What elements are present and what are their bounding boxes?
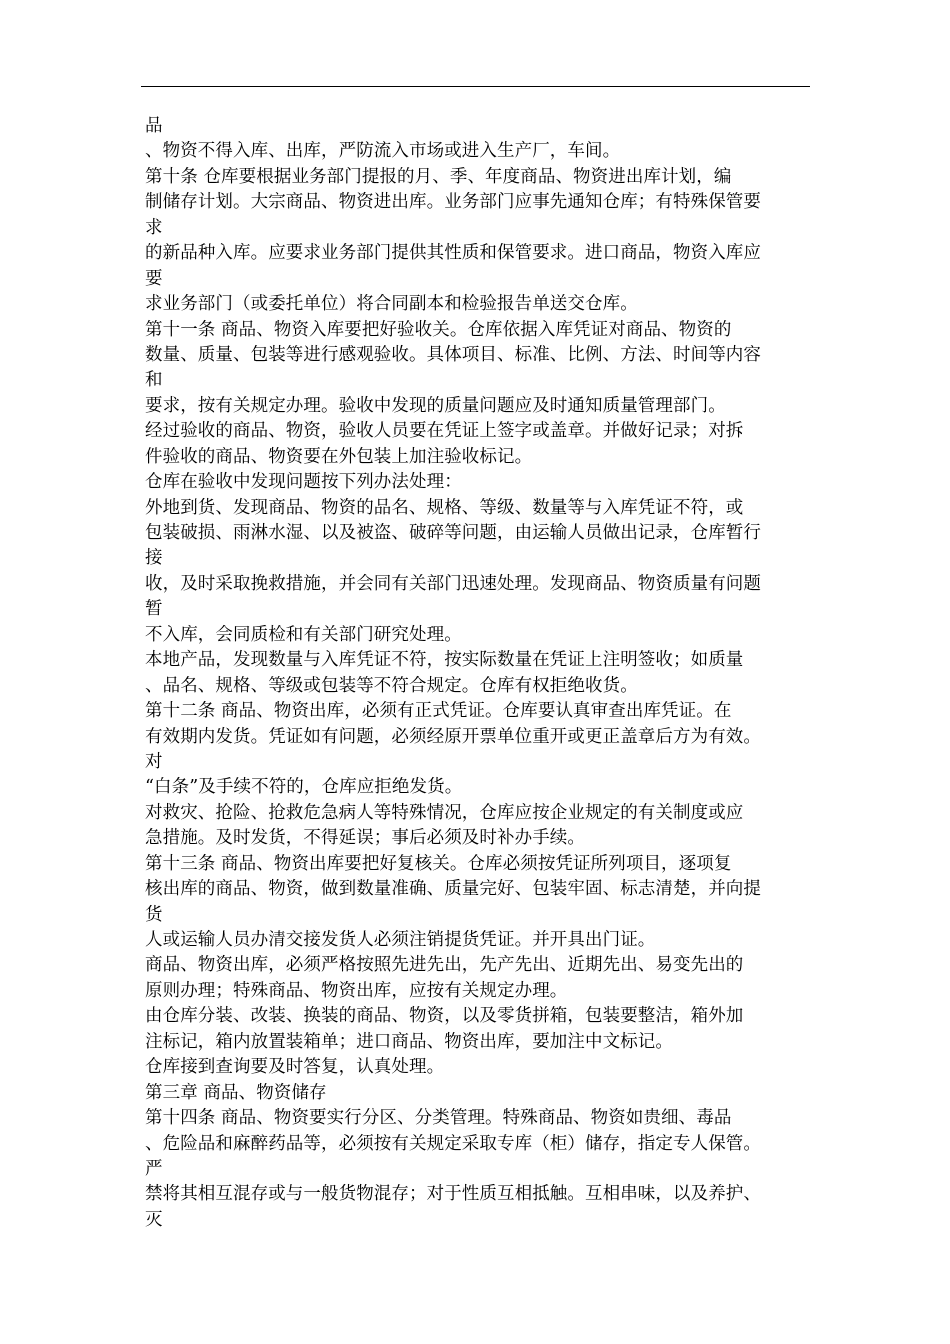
- text-line: 仓库接到查询要及时答复，认真处理。: [145, 1057, 445, 1078]
- text-line: 求业务部门（或委托单位）将合同副本和检验报告单送交仓库。: [145, 294, 638, 315]
- text-line: 、品名、规格、等级或包装等不符合规定。仓库有权拒绝收货。: [145, 675, 638, 696]
- text-line: 注标记，箱内放置装箱单；进口商品、物资出库，要加注中文标记。: [145, 1031, 673, 1052]
- text-line: 包装破损、雨淋水湿、以及被盗、破碎等问题，由运输人员做出记录，仓库暂行: [145, 523, 761, 543]
- text-line: 对: [145, 751, 163, 772]
- text-line: 本地产品，发现数量与入库凭证不符，按实际数量在凭证上注明签收；如质量: [145, 650, 744, 671]
- text-line: 第十三条 商品、物资出库要把好复核关。仓库必须按凭证所列项目，逐项复: [145, 853, 732, 874]
- header-rule: [141, 86, 810, 87]
- text-line: 灭: [145, 1209, 163, 1230]
- text-line: 不入库，会同质检和有关部门研究处理。: [145, 624, 462, 645]
- text-line: 的新品种入库。应要求业务部门提供其性质和保管要求。进口商品，物资入库应: [145, 243, 761, 264]
- text-line: 要: [145, 268, 163, 289]
- text-line: 第十条 仓库要根据业务部门提报的月、季、年度商品、物资进出库计划，编: [145, 166, 732, 187]
- text-line: 收，及时采取挽救措施，并会同有关部门迅速处理。发现商品、物资质量有问题: [145, 573, 761, 594]
- text-line: 求: [145, 217, 163, 238]
- text-line: 、物资不得入库、出库，严防流入市场或进入生产厂，车间。: [145, 141, 621, 162]
- text-line: 对救灾、抢险、抢救危急病人等特殊情况，仓库应按企业规定的有关制度或应: [145, 802, 744, 823]
- text-line: 经过验收的商品、物资，验收人员要在凭证上签字或盖章。并做好记录；对拆: [145, 421, 744, 442]
- text-line: 第十一条 商品、物资入库要把好验收关。仓库依据入库凭证对商品、物资的: [145, 319, 732, 340]
- text-line: 禁将其相互混存或与一般货物混存；对于性质互相抵触。互相串味，以及养护、: [145, 1184, 761, 1205]
- document-body: [145, 114, 815, 1233]
- text-line: 数量、质量、包装等进行感观验收。具体项目、标准、比例、方法、时间等内容: [145, 344, 761, 365]
- text-line: 和: [145, 370, 163, 391]
- text-line: 人或运输人员办清交接发货人必须注销提货凭证。并开具出门证。: [145, 930, 656, 950]
- text-line: 严: [145, 1158, 163, 1179]
- text-line: 第三章 商品、物资储存: [145, 1082, 327, 1103]
- text-line: 有效期内发货。凭证如有问题，必须经原开票单位重开或更正盖章后方为有效。: [145, 726, 761, 747]
- text-line: 第十二条 商品、物资出库，必须有正式凭证。仓库要认真审查出库凭证。在: [145, 701, 732, 722]
- text-line: 品: [145, 116, 163, 136]
- text-line: 第十四条 商品、物资要实行分区、分类管理。特殊商品、物资如贵细、毒品: [145, 1108, 732, 1129]
- text-line: 外地到货、发现商品、物资的品名、规格、等级、数量等与入库凭证不符，或: [145, 497, 744, 518]
- text-line: 由仓库分装、改装、换装的商品、物资，以及零货拼箱，包装要整洁，箱外加: [145, 1006, 744, 1027]
- text-line: 、危险品和麻醉药品等，必须按有关规定采取专库（柜）储存，指定专人保管。: [145, 1133, 761, 1154]
- text-line: 核出库的商品、物资，做到数量准确、质量完好、包装牢固、标志清楚，并向提: [145, 879, 761, 900]
- text-line: 货: [145, 904, 163, 925]
- text-line: 暂: [145, 599, 163, 620]
- text-line: 商品、物资出库，必须严格按照先进先出，先产先出、近期先出、易变先出的: [145, 955, 744, 976]
- text-line: 制储存计划。大宗商品、物资进出库。业务部门应事先通知仓库；有特殊保管要: [145, 192, 761, 213]
- text-line: 原则办理；特殊商品、物资出库，应按有关规定办理。: [145, 980, 568, 1001]
- text-line: 仓库在验收中发现问题按下列办法处理：: [145, 472, 462, 493]
- text-line: 接: [145, 548, 163, 569]
- text-line: 件验收的商品、物资要在外包装上加注验收标记。: [145, 446, 533, 467]
- text-line: 急措施。及时发货，不得延误；事后必须及时补办手续。: [145, 828, 585, 849]
- text-line: “白条”及手续不符的，仓库应拒绝发货。: [145, 777, 463, 798]
- text-line: 要求，按有关规定办理。验收中发现的质量问题应及时通知质量管理部门。: [145, 395, 726, 416]
